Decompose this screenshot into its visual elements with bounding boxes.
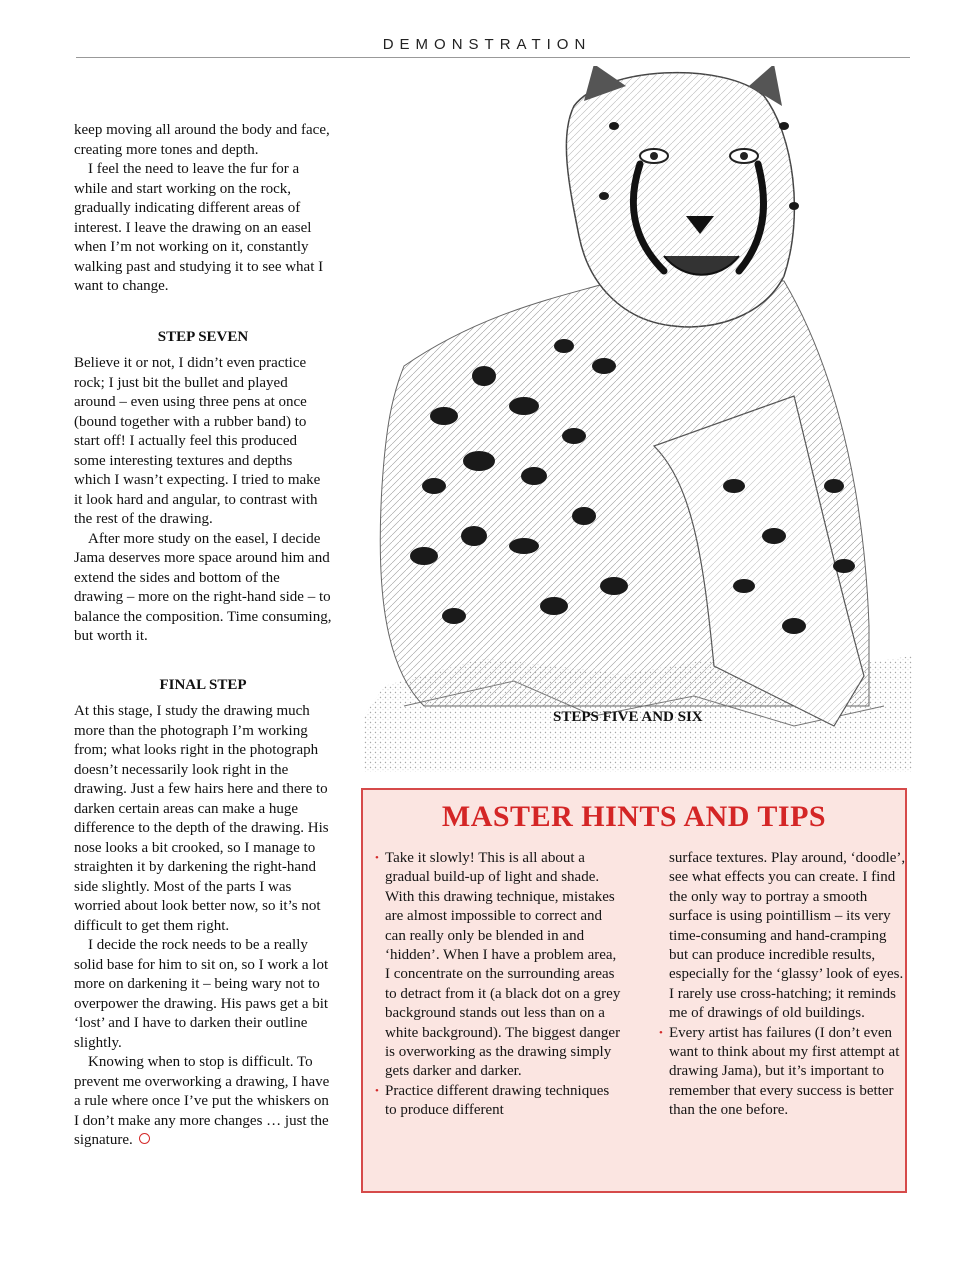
body-paragraph-last	[74, 1053, 332, 1151]
tip-item	[375, 1082, 623, 1121]
tips-column-left	[375, 849, 623, 1121]
closing-text: Knowing when to stop is difficult. To prevent me overworking a drawing, I have a rule where once I’ve put the whiskers on I don’t make any more changes … just the signature.	[74, 1054, 330, 1148]
body-paragraph: At this stage, I study the drawing much more than the photograph I’m working from; what looks right in the photograph doesn’t necessarily look right in the drawing. Just a few hairs here and there to darken certain areas can make a huge difference to the depth of the drawing. His nose looks a bit crooked, so I manage to straighten it by darkening the right-hand side slightly. Most of the parts I was worried about look better now, so it’s not difficult to get them right.	[74, 703, 329, 934]
end-mark-circle-icon	[139, 1133, 150, 1144]
tip-text: Every artist has failures (I don’t even want to think about my first attempt at drawing Jama), but it’s important to remember that every success is better than the one before.	[669, 1024, 900, 1119]
tip-item-continued	[669, 849, 907, 1024]
final-step-heading: FINAL STEP	[159, 676, 247, 693]
header-rule	[76, 57, 910, 58]
tip-item	[659, 1024, 907, 1121]
bullet-icon: •	[659, 1026, 663, 1039]
step-seven-heading: STEP SEVEN	[157, 328, 249, 345]
tips-column-right	[659, 849, 907, 1121]
running-head: DEMONSTRATION	[382, 36, 592, 53]
left-text-column	[74, 121, 332, 1151]
body-paragraph: Believe it or not, I didn’t even practice rock; I just bit the bullet and played around – even using three pens at once (bound together with a rubber band) to start off! I actually feel this produced some interesting textures and depths which I wasn’t expecting. I tried to make it look hard and angular, to contrast with the rest of the drawing.	[74, 355, 321, 527]
tips-box	[361, 788, 907, 1193]
tip-item	[375, 849, 623, 1082]
body-paragraph: I decide the rock needs to be a really solid base for him to sit on, so I work a lot more on darkening it – being wary not to overpower the drawing. His paws get a bit ‘lost’ and I have to darken their outline slightly.	[74, 937, 329, 1051]
body-paragraph: I feel the need to leave the fur for a while and start working on the rock, gradually indicating different areas of interest. I leave the drawing on an easel when I’m not working on it, constantly walking past and studying it to see what I want to change.	[74, 161, 324, 294]
tips-title: MASTER HINTS AND TIPS	[441, 800, 827, 833]
tip-text: Practice different drawing techniques to produce different	[385, 1082, 610, 1119]
bullet-icon: •	[375, 852, 379, 864]
body-paragraph: keep moving all around the body and face, creating more tones and depth.	[74, 122, 330, 158]
figure-caption: STEPS FIVE AND SIX	[553, 709, 703, 725]
body-paragraph: After more study on the easel, I decide Jama deserves more space around him and extend the sides and bottom of the drawing – more on the right-hand side – to balance the composition. Time consuming, but worth it.	[74, 530, 332, 644]
tip-text: surface textures. Play around, ‘doodle’, see what effects you can create. I find the only way to portray a smooth surface is using pointillism – its very time-consuming and hand-cramping but can produce incredible results, especially for the ‘glassy’ look of eyes. I rarely use cross-hatching; it reminds me of drawings of old buildings.	[669, 850, 906, 1022]
cheetah-drawing	[364, 66, 912, 772]
tip-text: Take it slowly! This is all about a gradual build-up of light and shade. With this drawing technique, mistakes are almost impossible to correct and can really only be blended in and ‘hidden’. When I have a problem area, I concentrate on the surrounding areas to detract from it (a black dot on a grey background stands out less than on a white background). The biggest danger is overworking as the drawing simply gets darker and darker.	[385, 850, 621, 1080]
bullet-icon: •	[375, 1084, 379, 1097]
